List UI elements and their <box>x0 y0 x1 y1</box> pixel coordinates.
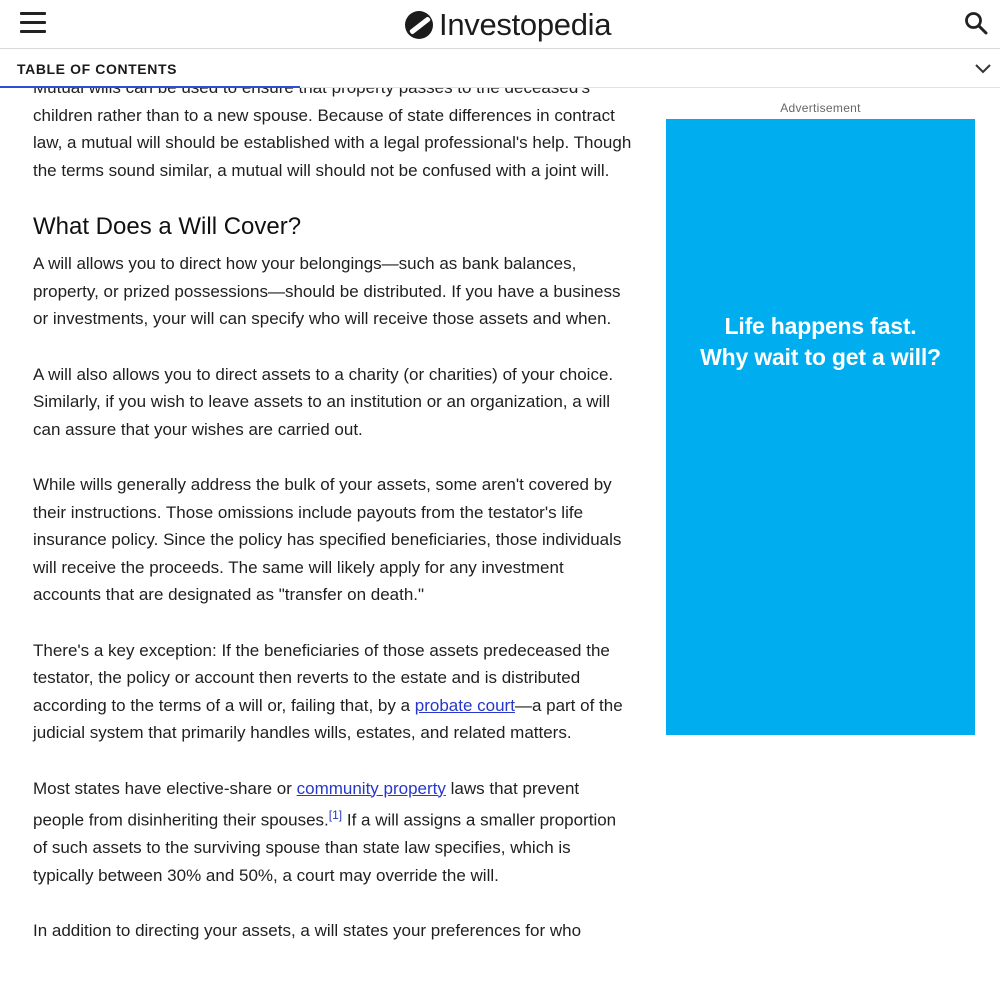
text-segment: If a will assigns a smaller proportion of such assets to the surviving spouse than state law specifies, which is typically between 30% and 50%, a court may override the will. <box>33 810 617 885</box>
investopedia-logo[interactable] <box>405 7 611 43</box>
paragraph-mutual-wills: children rather than to a new spouse. Because of state differences in contract law, a mutual will should be established with a legal professional's help. Though the terms sound similar, a mutual will should not be confused with a joint will. <box>33 105 632 180</box>
article-body <box>33 74 633 973</box>
advertisement-label: Advertisement <box>780 101 861 115</box>
text-segment: Most states have elective-share or <box>33 778 297 798</box>
hamburger-menu-icon[interactable] <box>20 12 46 34</box>
chevron-down-icon[interactable] <box>974 61 992 75</box>
paragraph-will-directs-belongings: A will allows you to direct how your belongings—such as bank balances, property, or prized possessions—should be distributed. If you have a business or investments, your will can specify who will receive those assets and when. <box>33 254 621 328</box>
logo-text: Investopedia <box>439 7 612 42</box>
text-segment: —a part of the judicial system that primarily handles wills, estates, and related matters. <box>33 695 623 742</box>
toc-label: TABLE OF CONTENTS <box>17 61 178 77</box>
paragraph-omissions: While wills generally address the bulk of your assets, some aren't covered by their instructions. Those omissions include payouts from the testator's life insurance policy. Since the policy has specified beneficiaries, those individuals will receive the proceeds. The same will likely apply for any investment accounts that are designated as "transfer on death." <box>33 475 622 604</box>
reading-progress-bar <box>0 86 300 88</box>
citation-link[interactable]: [1] <box>328 808 343 822</box>
ad-headline-line2: Why wait to get a will? <box>700 344 941 370</box>
site-header <box>0 0 1000 48</box>
advertisement-banner[interactable] <box>666 119 975 735</box>
section-heading: What Does a Will Cover? <box>33 213 302 240</box>
text-segment: laws that prevent people from disinheriting their spouses. <box>33 778 580 830</box>
paragraph-key-exception <box>33 637 633 747</box>
community-property-link[interactable]: community property <box>296 778 446 798</box>
probate-court-link[interactable]: probate court <box>414 695 515 715</box>
paragraph-charity-assets: A will also allows you to direct assets to a charity (or charities) of your choice. Similarly, if you wish to leave assets to an institution or an organization, a will can assure that your wishes are carried out. <box>33 364 614 439</box>
table-of-contents-bar[interactable] <box>0 48 1000 88</box>
ad-headline-line1: Life happens fast. <box>724 313 917 339</box>
logo-mark-icon <box>405 11 433 39</box>
text-segment: There's a key exception: If the beneficiaries of those assets predeceased the testator, the policy or account then reverts to the estate and is distributed according to the terms of a will or, failing that, by a <box>33 640 610 715</box>
ad-headline <box>666 311 975 373</box>
paragraph-preferences: In addition to directing your assets, a will states your preferences for who <box>33 921 582 941</box>
search-icon[interactable] <box>964 11 988 35</box>
paragraph-elective-share <box>33 775 633 890</box>
